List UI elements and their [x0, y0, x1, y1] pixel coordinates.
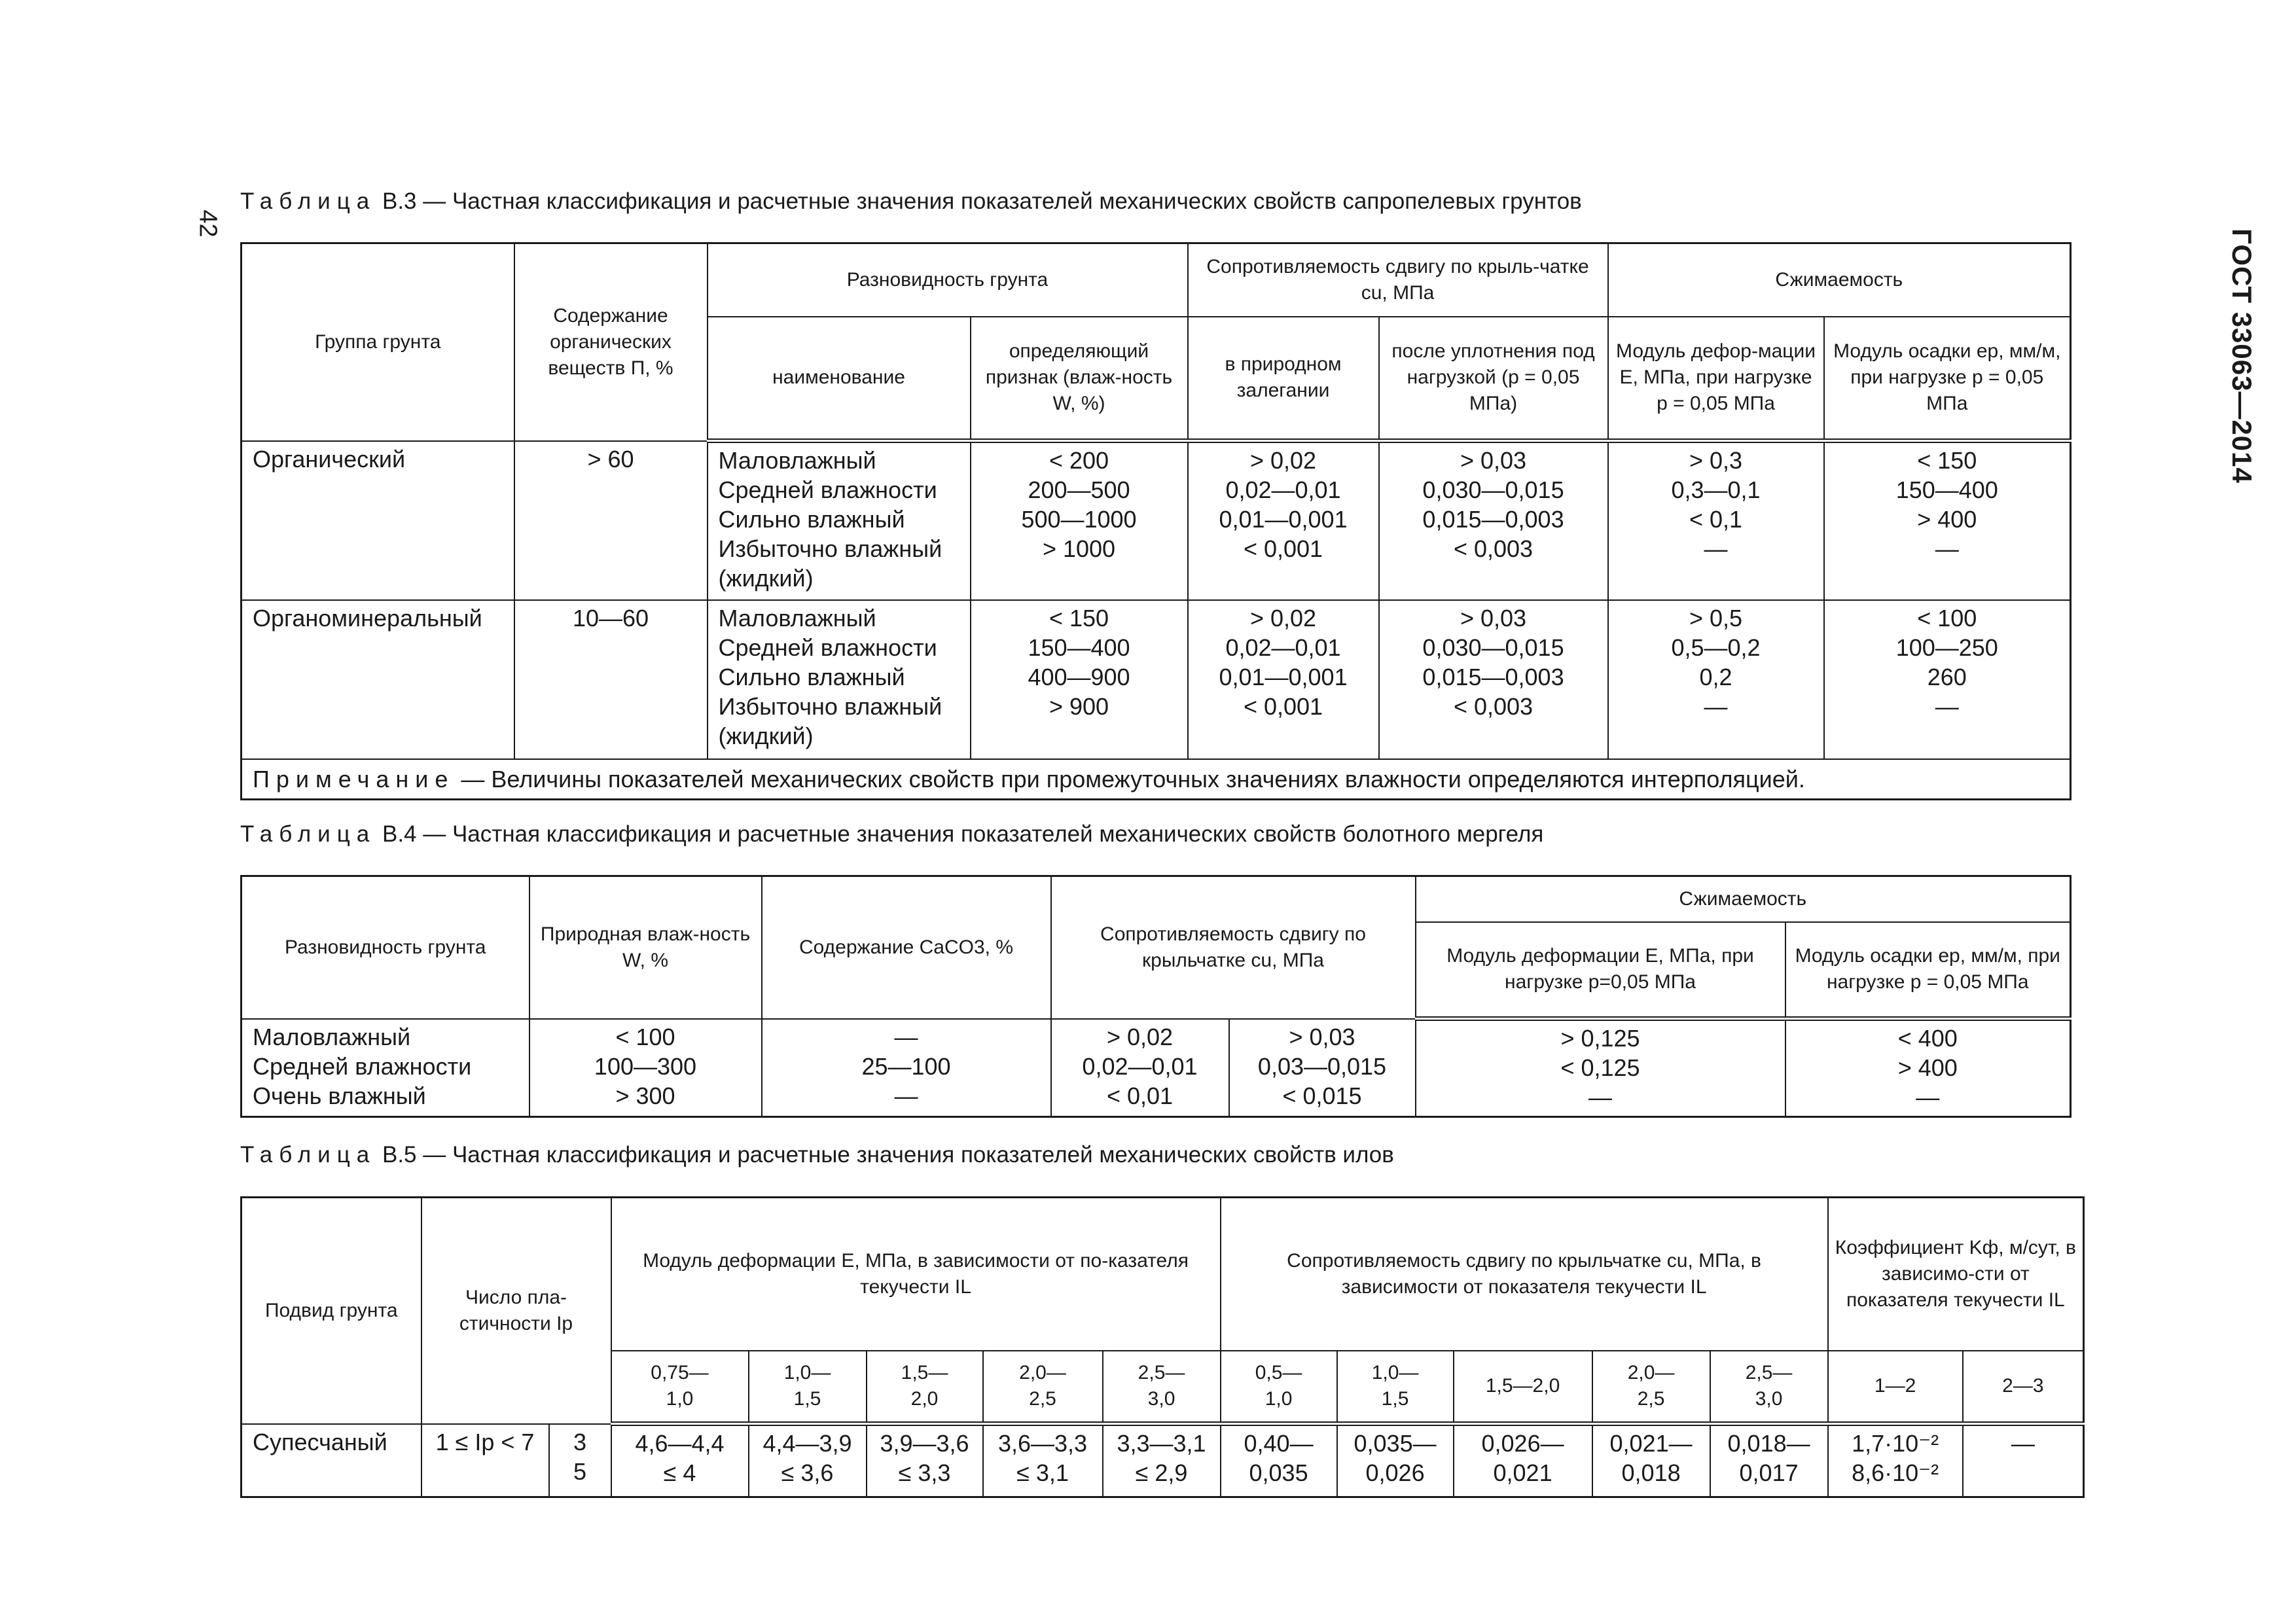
- caption-word: Таблица: [240, 821, 376, 847]
- header-shear-range: 2,5— 3,0: [1710, 1351, 1828, 1424]
- cell-subtype: Супесчаный: [242, 1424, 422, 1497]
- header-coef: Коэффициент Kф, м/сут, в зависимо-сти от показателя текучести IL: [1828, 1198, 2084, 1351]
- cell-shear: 0,035— 0,026: [1337, 1424, 1454, 1497]
- cell-caco3: — 25—100 —: [762, 1019, 1051, 1117]
- header-organic: Содержание органических веществ П, %: [514, 243, 708, 441]
- header-group: Группа грунта: [242, 243, 514, 441]
- header-subtype: Подвид грунта: [242, 1198, 422, 1424]
- caption-text: В.5 — Частная классификация и расчетные значения показателей механических свойств илов: [382, 1142, 1394, 1168]
- header-after: после уплотнения под нагрузкой (p = 0,05 МПа): [1379, 317, 1608, 441]
- cell-coef: 1,7·10⁻² 8,6·10⁻²: [1828, 1424, 1963, 1497]
- cell-settle: < 150 150—400 > 400 —: [1824, 441, 2071, 600]
- header-compress: Сжимаемость: [1416, 876, 2071, 922]
- cell-names: Маловлажный Средней влажности Сильно влажный Избыточно влажный (жидкий): [708, 441, 971, 600]
- header-caco3: Содержание CaCO3, %: [762, 876, 1051, 1019]
- table-b3: [240, 242, 2072, 800]
- header-shear: Сопротивляемость сдвигу по крыльчатке cu, МПа: [1051, 876, 1416, 1019]
- header-shear: Сопротивляемость сдвигу по крыль-чатке cu, МПа: [1188, 243, 1608, 317]
- table-row: [242, 1019, 2071, 1117]
- cell-group: Органический: [242, 441, 514, 600]
- header-mod-range: 2,5— 3,0: [1103, 1351, 1221, 1424]
- cell-shear: 0,021— 0,018: [1592, 1424, 1710, 1497]
- cell-shear: 0,40— 0,035: [1221, 1424, 1337, 1497]
- cell-w: < 150 150—400 400—900 > 900: [971, 600, 1188, 759]
- header-moisture: Природная влаж-ность W, %: [529, 876, 762, 1019]
- cell-moisture: < 100 100—300 > 300: [529, 1019, 762, 1117]
- header-shear-range: 1,0— 1,5: [1337, 1351, 1454, 1424]
- header-mod-range: 1,0— 1,5: [749, 1351, 867, 1424]
- table-b5-caption: [240, 1142, 1394, 1168]
- cell-ip: 1 ≤ Ip < 7: [422, 1424, 549, 1497]
- header-natural: в природном залегании: [1188, 317, 1379, 441]
- table-b4-caption: [240, 821, 1543, 847]
- cell-group: Органоминеральный: [242, 600, 514, 759]
- caption-text: В.3 — Частная классификация и расчетные значения показателей механических свойств сапропелевых грунтов: [382, 188, 1582, 214]
- cell-mod: 3,9—3,6 ≤ 3,3: [867, 1424, 983, 1497]
- cell-shear-after: > 0,03 0,03—0,015 < 0,015: [1229, 1019, 1416, 1117]
- cell-modulus: > 0,125 < 0,125 —: [1416, 1019, 1785, 1117]
- page-number: 42: [194, 209, 222, 238]
- cell-modulus: > 0,5 0,5—0,2 0,2 —: [1608, 600, 1824, 759]
- header-plastic: Число пла-стичности Ip: [422, 1198, 611, 1424]
- table-row: [242, 1424, 2084, 1497]
- header-shear-range: 0,5— 1,0: [1221, 1351, 1337, 1424]
- header-compress: Сжимаемость: [1608, 243, 2071, 317]
- header-shear: Сопротивляемость сдвигу по крыльчатке cu, МПа, в зависимости от показателя текучести IL: [1221, 1198, 1828, 1351]
- cell-settle: < 400 > 400 —: [1785, 1019, 2071, 1117]
- cell-modulus: > 0,3 0,3—0,1 < 0,1 —: [1608, 441, 1824, 600]
- cell-mod: 3,6—3,3 ≤ 3,1: [983, 1424, 1103, 1497]
- header-modulus: Модуль деформации E, МПа, в зависимости от по-казателя текучести IL: [611, 1198, 1221, 1351]
- cell-mod: 4,4—3,9 ≤ 3,6: [749, 1424, 867, 1497]
- table-b3-caption: [240, 188, 1582, 215]
- cell-organic: > 60: [514, 441, 708, 600]
- cell-after: > 0,03 0,030—0,015 0,015—0,003 < 0,003: [1379, 441, 1608, 600]
- header-name: наименование: [708, 317, 971, 441]
- header-sign: определяющий признак (влаж-ность W, %): [971, 317, 1188, 441]
- header-mod-range: 0,75— 1,0: [611, 1351, 749, 1424]
- cell-organic: 10—60: [514, 600, 708, 759]
- header-coef-range: 1—2: [1828, 1351, 1963, 1424]
- cell-names: Маловлажный Средней влажности Сильно влажный Избыточно влажный (жидкий): [708, 600, 971, 759]
- header-coef-range: 2—3: [1963, 1351, 2084, 1424]
- cell-mod: 4,6—4,4 ≤ 4: [611, 1424, 749, 1497]
- cell-settle: < 100 100—250 260 —: [1824, 600, 2071, 759]
- header-modulus: Модуль дефор-мации Е, МПа, при нагрузке p = 0,05 МПа: [1608, 317, 1824, 441]
- cell-ip-sub: 3 5: [549, 1424, 611, 1497]
- caption-word: Таблица: [240, 188, 376, 214]
- header-modulus: Модуль деформации E, МПа, при нагрузке p=0,05 МПа: [1416, 922, 1785, 1019]
- cell-names: Маловлажный Средней влажности Очень влажный: [242, 1019, 529, 1117]
- header-shear-range: 1,5—2,0: [1454, 1351, 1592, 1424]
- table-b5: [240, 1196, 2085, 1498]
- header-mod-range: 2,0— 2,5: [983, 1351, 1103, 1424]
- cell-coef: —: [1963, 1424, 2084, 1497]
- cell-mod: 3,3—3,1 ≤ 2,9: [1103, 1424, 1221, 1497]
- cell-w: < 200 200—500 500—1000 > 1000: [971, 441, 1188, 600]
- cell-shear: 0,018— 0,017: [1710, 1424, 1828, 1497]
- table-b3-note: [242, 759, 2071, 800]
- caption-word: Таблица: [240, 1142, 376, 1168]
- header-shear-range: 2,0— 2,5: [1592, 1351, 1710, 1424]
- cell-shear-natural: > 0,02 0,02—0,01 < 0,01: [1051, 1019, 1229, 1117]
- header-settle: Модуль осадки ep, мм/м, при нагрузке p = 0,05 МПа: [1785, 922, 2071, 1019]
- cell-natural: > 0,02 0,02—0,01 0,01—0,001 < 0,001: [1188, 441, 1379, 600]
- note-word: Примечание: [253, 765, 455, 793]
- cell-natural: > 0,02 0,02—0,01 0,01—0,001 < 0,001: [1188, 600, 1379, 759]
- gost-code: ГОСТ 33063—2014: [2226, 228, 2257, 484]
- cell-after: > 0,03 0,030—0,015 0,015—0,003 < 0,003: [1379, 600, 1608, 759]
- header-settle: Модуль осадки ep, мм/м, при нагрузке p = 0,05 МПа: [1824, 317, 2071, 441]
- note-text: — Величины показателей механических свойств при промежуточных значениях влажности определяются интерполяцией.: [461, 765, 1805, 793]
- header-mod-range: 1,5— 2,0: [867, 1351, 983, 1424]
- table-b4: [240, 875, 2072, 1118]
- caption-text: В.4 — Частная классификация и расчетные значения показателей механических свойств болотного мергеля: [382, 821, 1544, 847]
- table-row: [242, 600, 2071, 759]
- cell-shear: 0,026— 0,021: [1454, 1424, 1592, 1497]
- header-variety: Разновидность грунта: [708, 243, 1188, 317]
- table-row: [242, 441, 2071, 600]
- header-variety: Разновидность грунта: [242, 876, 529, 1019]
